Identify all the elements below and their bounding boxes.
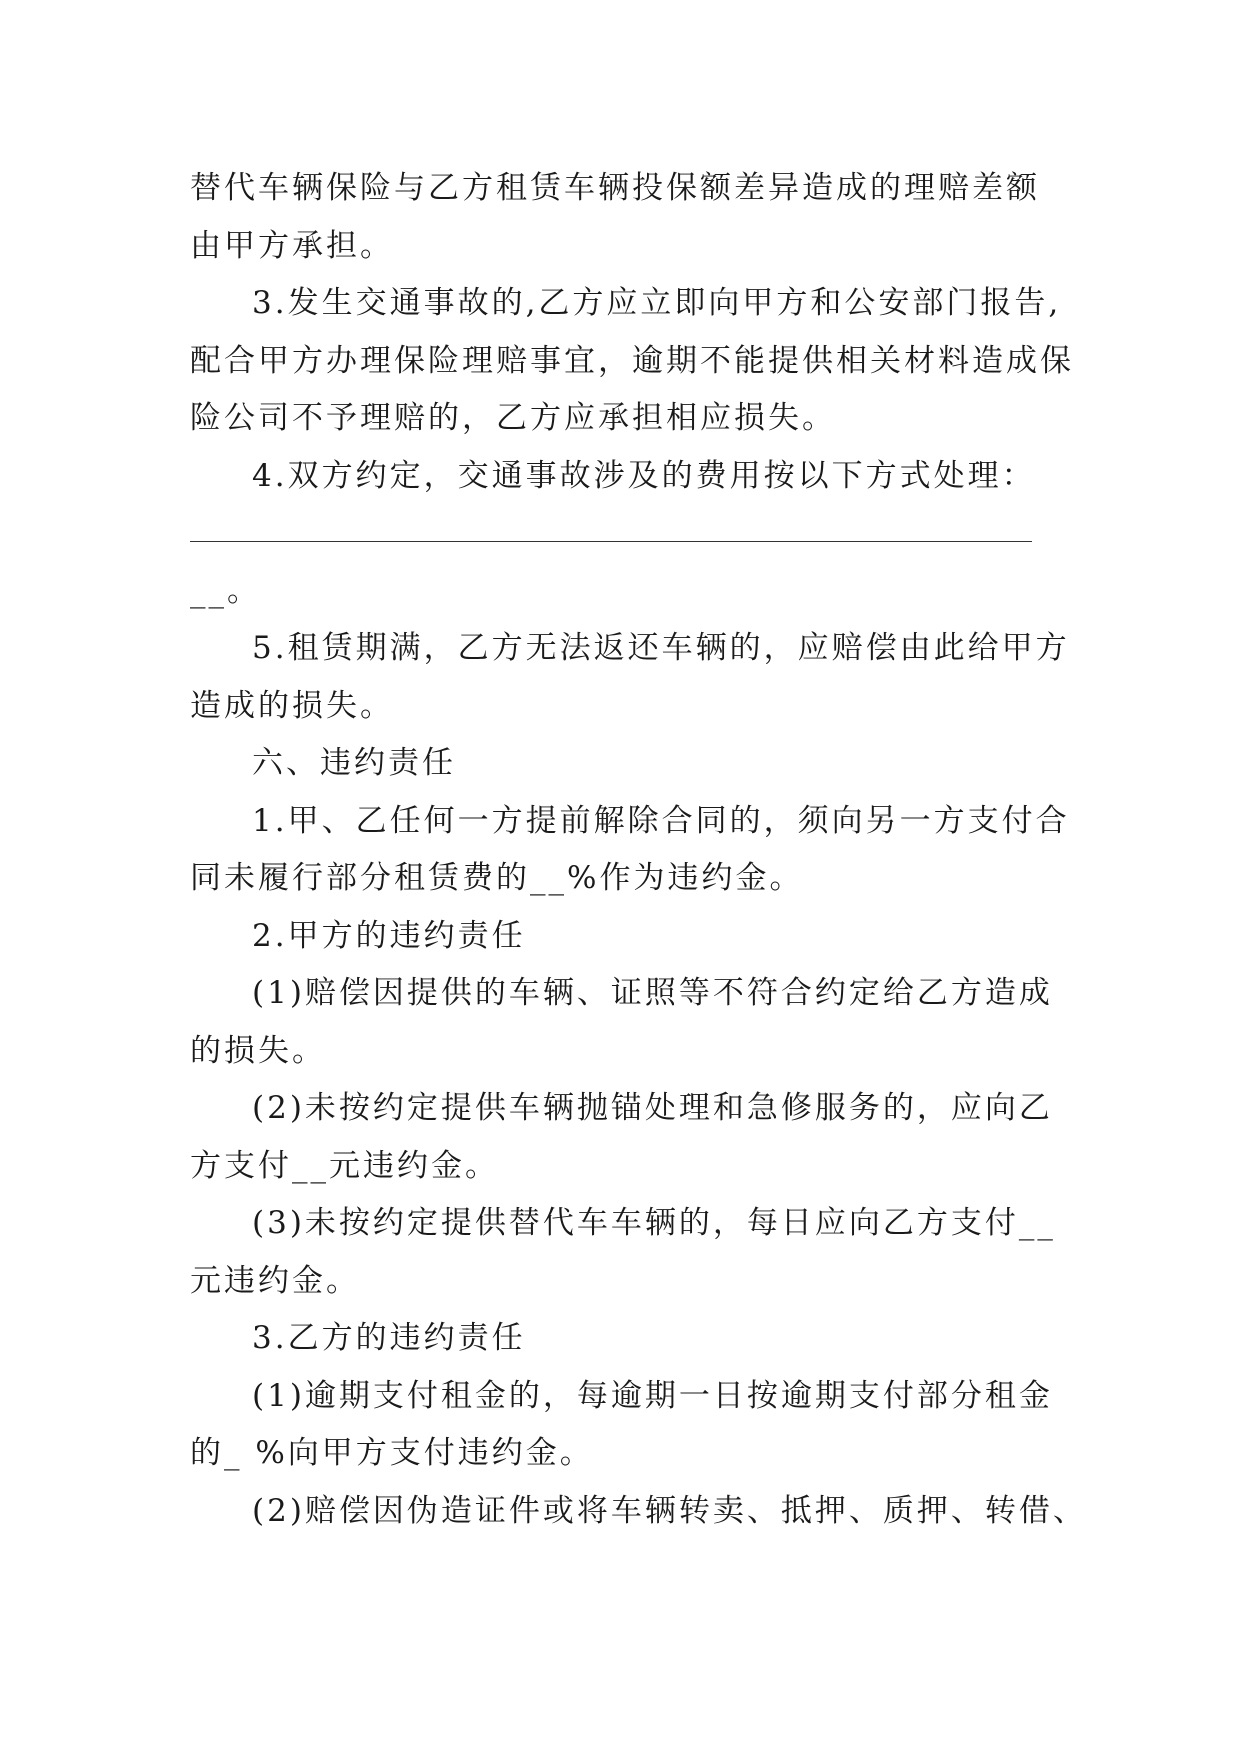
fill-in-blank-line (190, 505, 1090, 563)
text-line: 1.甲、乙任何一方提前解除合同的，须向另一方支付合 (252, 802, 1070, 839)
text-line: (1)赔偿因提供的车辆、证照等不符合约定给乙方造成 (252, 975, 1053, 1011)
text-line: 由甲方承担。 (190, 227, 394, 264)
text-line: (3)未按约定提供替代车车辆的，每日应向乙方支付__ (252, 1205, 1056, 1241)
text-line: 同未履行部分租赁费的__%作为违约金。 (190, 860, 804, 896)
text-line: 4.双方约定，交通事故涉及的费用按以下方式处理： (252, 457, 1036, 494)
blank-underline (190, 541, 1032, 542)
text-line: 造成的损失。 (190, 687, 394, 724)
subsection-heading: 2.甲方的违约责任 (252, 917, 526, 954)
section-heading: 六、违约责任 (252, 745, 456, 781)
text-line: 险公司不予理赔的，乙方应承担相应损失。 (190, 400, 836, 436)
text-line: 5.租赁期满，乙方无法返还车辆的，应赔偿由此给甲方 (252, 630, 1070, 666)
text-line: __。 (190, 572, 261, 609)
text-line: 的损失。 (190, 1032, 326, 1069)
text-line: 配合甲方办理保险理赔事宜，逾期不能提供相关材料造成保 (190, 342, 1074, 379)
text-line: 替代车辆保险与乙方租赁车辆投保额差异造成的理赔差额 (190, 170, 1040, 206)
text-line: (2)赔偿因伪造证件或将车辆转卖、抵押、质押、转借、 (252, 1492, 1087, 1529)
text-line: 元违约金。 (190, 1262, 360, 1299)
subsection-heading: 3.乙方的违约责任 (252, 1320, 526, 1356)
text-line: (2)未按约定提供车辆抛锚处理和急修服务的，应向乙 (252, 1090, 1053, 1126)
text-line: 的_ %向甲方支付违约金。 (190, 1435, 594, 1471)
text-line: 方支付__元违约金。 (190, 1147, 499, 1184)
contract-body-text (190, 160, 1090, 1540)
text-line: 3.发生交通事故的,乙方应立即向甲方和公安部门报告, (252, 285, 1062, 321)
text-line: (1)逾期支付租金的，每逾期一日按逾期支付部分租金 (252, 1377, 1053, 1414)
